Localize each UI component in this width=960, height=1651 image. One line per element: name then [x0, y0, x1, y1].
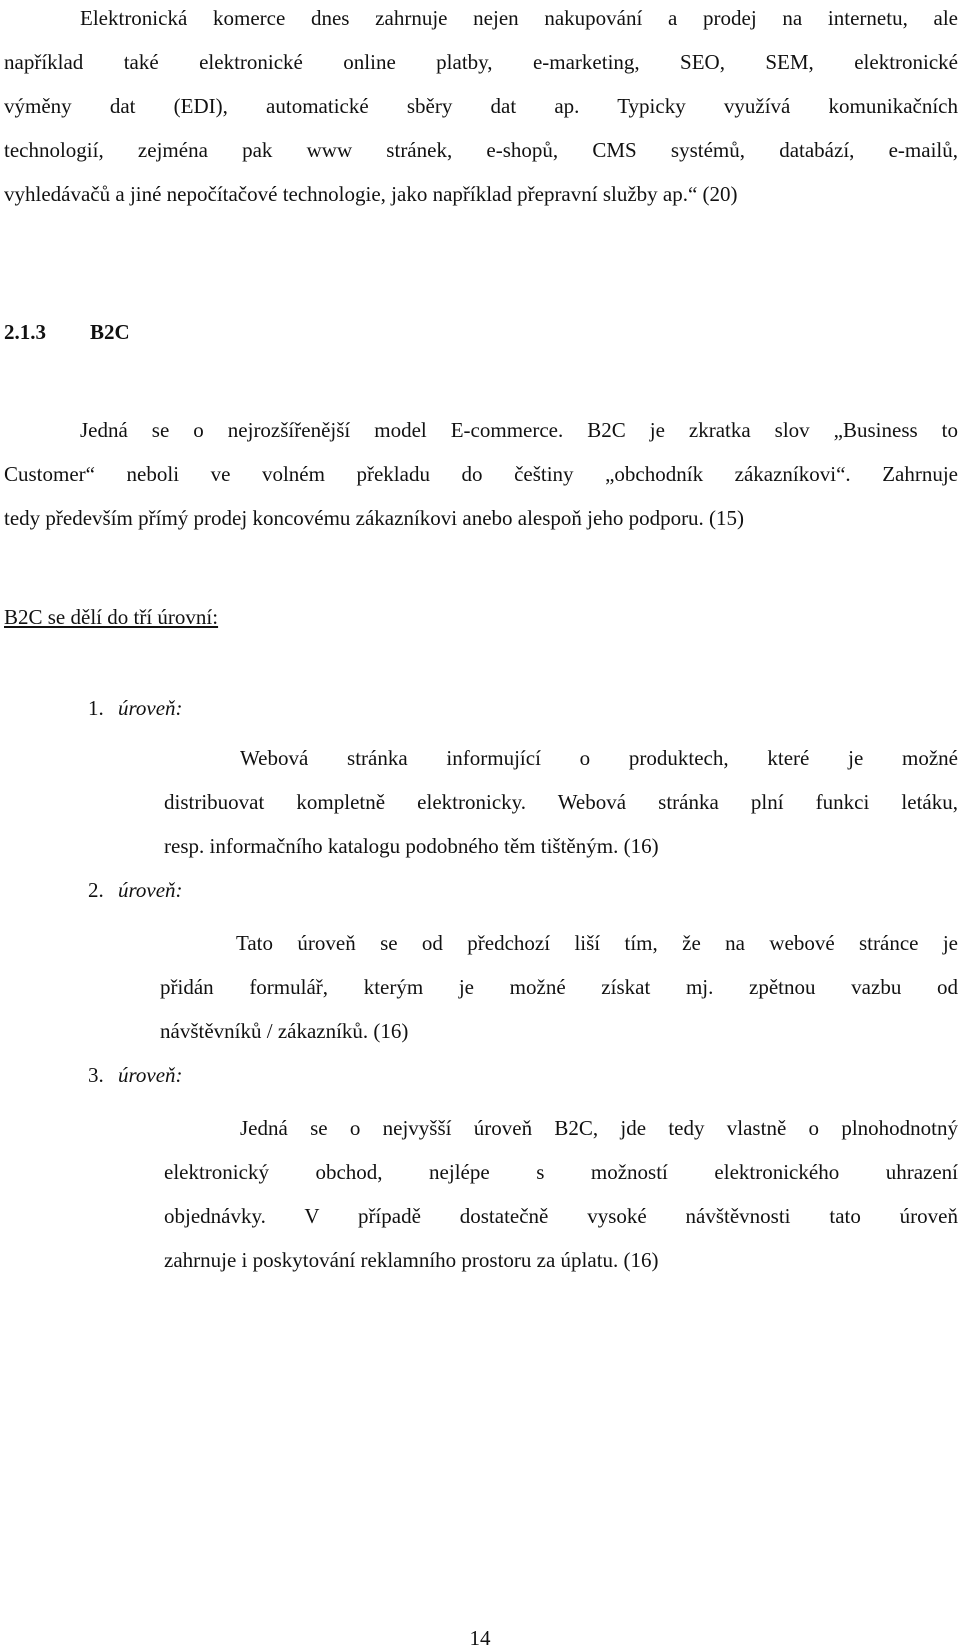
page-number: 14 [469, 1626, 491, 1650]
text-line: Elektronická komerce dnes zahrnuje nejen nakupování a prodej na internetu, ale [80, 6, 958, 30]
text-line: například také elektronické online platby, e-marketing, SEO, SEM, elektronické [4, 50, 958, 74]
level-number: 2. [88, 878, 104, 902]
level-1-description [164, 736, 958, 868]
intro-paragraph [4, 0, 958, 216]
text-line: Customer“ neboli ve volném překladu do češtiny „obchodník zákazníkovi“. Zahrnuje [4, 462, 958, 486]
level-2-label [88, 878, 183, 903]
text-line: přidán formulář, kterým je možné získat mj. zpětnou vazbu od [160, 975, 958, 999]
level-text: úroveň: [118, 696, 183, 720]
level-text: úroveň: [118, 1063, 183, 1087]
level-3-label [88, 1063, 183, 1088]
section-heading [4, 320, 130, 345]
level-number: 3. [88, 1063, 104, 1087]
text-line: Jedná se o nejvyšší úroveň B2C, jde tedy vlastně o plnohodnotný [240, 1116, 958, 1140]
text-line: Jedná se o nejrozšířenější model E-commerce. B2C je zkratka slov „Business to [80, 418, 958, 442]
text-line: návštěvníků / zákazníků. (16) [160, 1019, 409, 1043]
text-line: distribuovat kompletně elektronicky. Webová stránka plní funkci letáku, [164, 790, 958, 814]
text-line: vyhledávačů a jiné nepočítačové technologie, jako například přepravní služby ap.“ (20) [4, 182, 738, 206]
text-line: resp. informačního katalogu podobného těm tištěným. (16) [164, 834, 659, 858]
text-line: elektronický obchod, nejlépe s možností elektronického uhrazení [164, 1160, 958, 1184]
text-line: Webová stránka informující o produktech, které je možné [240, 746, 958, 770]
levels-heading: B2C se dělí do tří úrovní: [4, 605, 219, 629]
level-number: 1. [88, 696, 104, 720]
level-2-description [160, 921, 958, 1053]
text-line: tedy především přímý prodej koncovému zákazníkovi anebo alespoň jeho podporu. (15) [4, 506, 745, 530]
section-title: B2C [90, 320, 130, 344]
b2c-paragraph [4, 408, 958, 540]
text-line: zahrnuje i poskytování reklamního prostoru za úplatu. (16) [164, 1248, 659, 1272]
level-1-label [88, 696, 183, 721]
text-line: technologií, zejména pak www stránek, e-shopů, CMS systémů, databází, e-mailů, [4, 138, 958, 162]
text-line: objednávky. V případě dostatečně vysoké návštěvnosti tato úroveň [164, 1204, 958, 1228]
text-line: výměny dat (EDI), automatické sběry dat ap. Typicky využívá komunikačních [4, 94, 958, 118]
level-3-description [164, 1106, 958, 1282]
level-text: úroveň: [118, 878, 183, 902]
section-number: 2.1.3 [4, 320, 46, 344]
text-line: Tato úroveň se od předchozí liší tím, že na webové stránce je [236, 931, 958, 955]
